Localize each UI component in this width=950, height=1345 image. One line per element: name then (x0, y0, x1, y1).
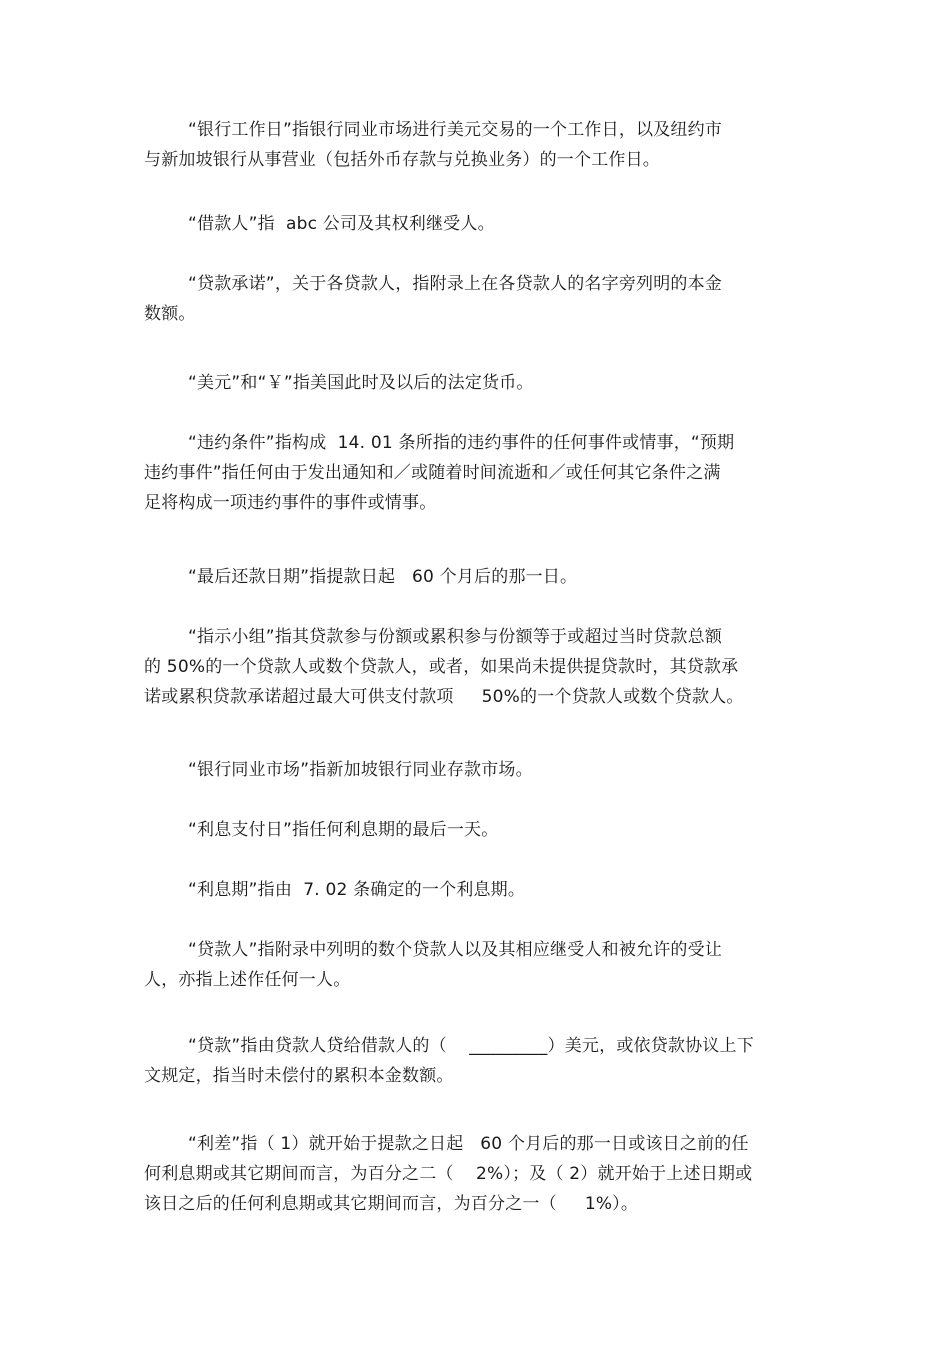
definition-line: 违约事件”指任何由于发出通知和／或随着时间流逝和／或任何其它条件之满 (144, 463, 721, 483)
definition-interest-payment-date (144, 815, 824, 845)
definition-final-repayment-date (144, 562, 824, 592)
definition-line: 人，亦指上述作任何一人。 (144, 970, 351, 990)
definition-line: “违约条件”指构成 14. 01 条所指的违约事件的任何事件或情事，“预期 (188, 433, 735, 453)
definition-line: 的 50%的一个贷款人或数个贷款人，或者，如果尚未提供提贷款时，其贷款承 (144, 657, 739, 677)
definition-loan (144, 1031, 824, 1091)
definition-line: 何利息期或其它期间而言，为百分之二（ 2%）；及（ 2）就开始于上述日期或 (144, 1164, 753, 1184)
definition-event-of-default (144, 428, 824, 518)
definition-line: “贷款”指由贷款人贷给借款人的（ _________）美元，或依贷款协议上下 (188, 1036, 754, 1056)
definition-interbank-market (144, 755, 824, 785)
definition-lender (144, 935, 824, 995)
definition-line: “银行同业市场”指新加坡银行同业存款市场。 (188, 760, 533, 780)
definition-line: “贷款承诺”，关于各贷款人，指附录上在各贷款人的名字旁列明的本金 (188, 274, 723, 294)
definition-business-day (144, 115, 824, 175)
definition-line: “借款人”指 abc 公司及其权利继受人。 (188, 214, 495, 234)
definition-line: “美元”和“￥”指美国此时及以后的法定货币。 (188, 373, 534, 393)
definition-line: “指示小组”指其贷款参与份额或累积参与份额等于或超过当时贷款总额 (188, 627, 723, 647)
definition-line: 与新加坡银行从事营业（包括外币存款与兑换业务）的一个工作日。 (144, 150, 660, 170)
definition-interest-period (144, 875, 824, 905)
definition-margin (144, 1129, 824, 1219)
definition-dollar (144, 368, 824, 398)
definition-line: “利息支付日”指任何利息期的最后一天。 (188, 820, 499, 840)
definition-line: 诺或累积贷款承诺超过最大可供支付款项 50%的一个贷款人或数个贷款人。 (144, 687, 744, 707)
definition-line: “贷款人”指附录中列明的数个贷款人以及其相应继受人和被允许的受让 (188, 940, 723, 960)
definition-line: “利差”指（ 1）就开始于提款之日起 60 个月后的那一日或该日之前的任 (188, 1134, 749, 1154)
definition-line: “银行工作日”指银行同业市场进行美元交易的一个工作日，以及纽约市 (188, 120, 723, 140)
definition-borrower (144, 209, 824, 239)
definition-loan-commitment (144, 269, 824, 329)
definition-line: “最后还款日期”指提款日起 60 个月后的那一日。 (188, 567, 578, 587)
definition-line: “利息期”指由 7. 02 条确定的一个利息期。 (188, 880, 526, 900)
definition-line: 文规定，指当时未偿付的累积本金数额。 (144, 1066, 454, 1086)
definition-line: 该日之后的任何利息期或其它期间而言，为百分之一（ 1%）。 (144, 1194, 639, 1214)
definition-line: 足将构成一项违约事件的事件或情事。 (144, 493, 437, 513)
definition-instructing-group (144, 622, 824, 712)
definition-line: 数额。 (144, 304, 196, 324)
